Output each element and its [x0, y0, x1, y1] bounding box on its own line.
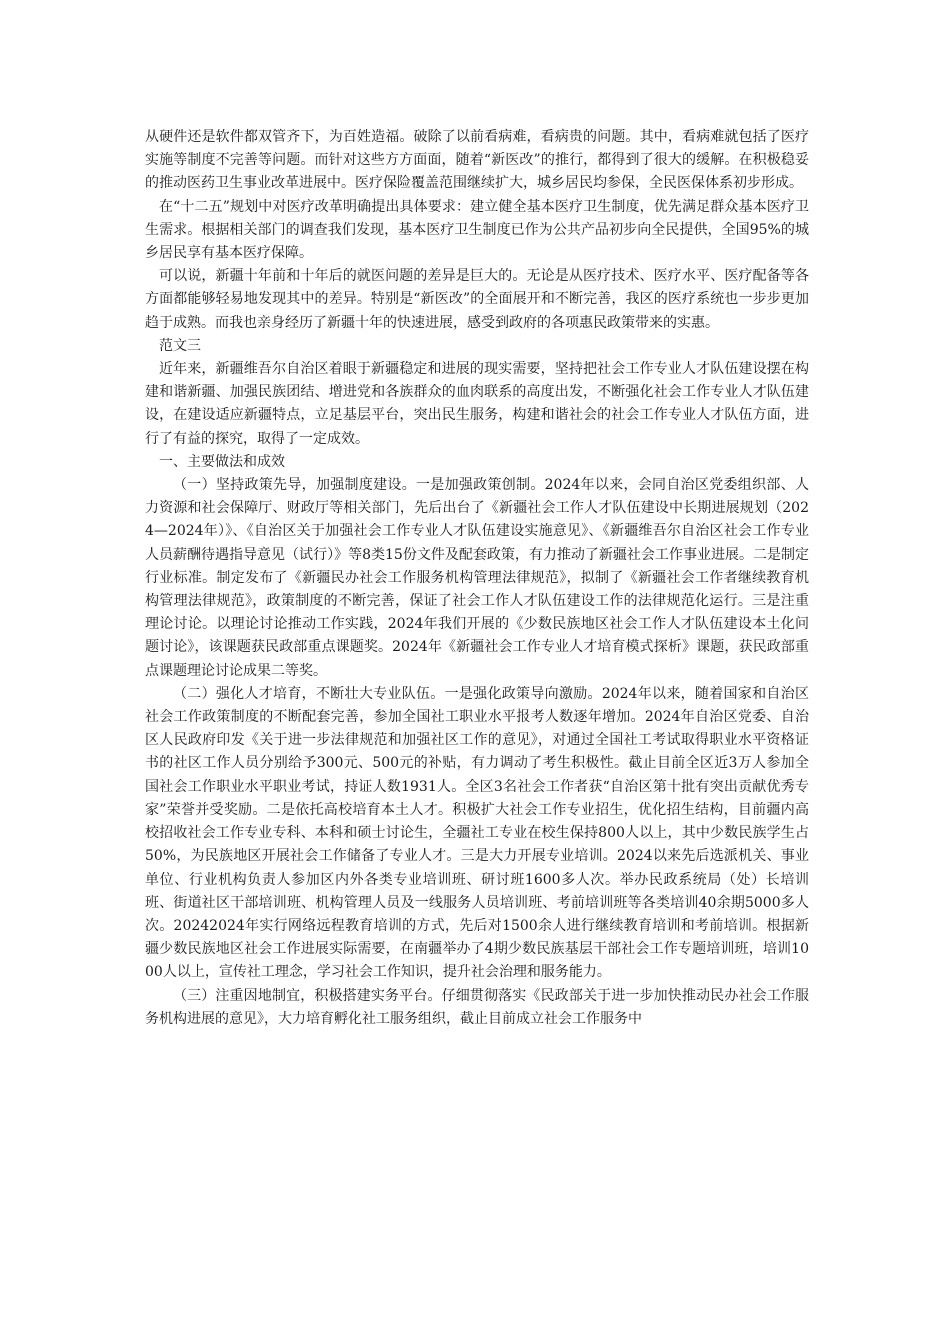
document-page — [145, 126, 809, 1031]
paragraph-policy-guidance: （一）坚持政策先导，加强制度建设。一是加强政策创制。2024年以来，会同自治区党委组织部、人力资源和社会保障厅、财政厅等相关部门，先后出台了《新疆社会工作人才队伍建设中长期进展规划（2024—2024年）》、《自治区关于加强社会工作专业人才队伍建设实施意见》、《新疆维吾尔自治区社会工作专业人员薪酬待遇指导意见（试行）》等8类15份文件及配套政策，有力推动了新疆社会工作事业进展。二是制定行业标准。制定发布了《新疆民办社会工作服务机构管理法律规范》，拟制了《新疆社会工作者继续教育机构管理法律规范》，政策制度的不断完善，保证了社会工作人才队伍建设工作的法律规范化运行。三是注重理论讨论。以理论讨论推动工作实践，2024年我们开展的《少数民族地区社会工作人才队伍建设本土化问题讨论》，该课题获民政部重点课题奖。2024年《新疆社会工作专业人才培育模式探析》课题，获民政部重点课题理论讨论成果二等奖。 — [145, 477, 809, 679]
paragraph-social-work-intro: 近年来，新疆维吾尔自治区着眼于新疆稳定和进展的现实需要，坚持把社会工作专业人才队伍建设摆在构建和谐新疆、加强民族团结、增进党和各族群众的血肉联系的高度出发，不断强化社会工作专业人才队伍建设，在建设适应新疆特点，立足基层平台，突出民生服务，构建和谐社会的社会工作专业人才队伍方面，进行了有益的探究，取得了一定成效。 — [145, 361, 809, 447]
heading-sample-essay-three: 范文三 — [159, 337, 201, 354]
paragraph-healthcare-reform: 从硬件还是软件都双管齐下，为百姓造福。破除了以前看病难，看病贵的问题。其中，看病难就包括了医疗实施等制度不完善等问题。而针对这些方方面面，随着“新医改”的推行，都得到了很大的缓解。在积极稳妥的推动医药卫生事业改革进展中。医疗保险覆盖范围继续扩大，城乡居民均参保，全民医保体系初步形成。 — [145, 129, 809, 192]
paragraph-talent-cultivation: （二）强化人才培育，不断壮大专业队伍。一是强化政策导向激励。2024年以来，随着国家和自治区社会工作政策制度的不断配套完善，参加全国社工职业水平报考人数逐年增加。2024年自治区党委、自治区人民政府印发《关于进一步法律规范和加强社区工作的意见》，对通过全国社工考试取得职业水平资格证书的社区工作人员分别给予300元、500元的补贴，有力调动了考生积极性。截止目前全区近3万人参加全国社会工作职业水平职业考试，持证人数1931人。全区3名社会工作者获“自治区第十批有突出贡献优秀专家”荣誉并受奖励。二是依托高校培育本土人才。积极扩大社会工作专业招生，优化招生结构，目前疆内高校招收社会工作专业专科、本科和硕士讨论生，全疆社工专业在校生保持800人以上，其中少数民族学生占50%，为民族地区开展社会工作储备了专业人才。三是大力开展专业培训。2024以来先后选派机关、事业单位、行业机构负责人参加区内外各类专业培训班、研讨班1600多人次。举办民政系统局（处）长培训班、街道社区干部培训班、机构管理人员及一线服务人员培训班、考前培训班等各类培训40余期5000多人次。20242024年实行网络远程教育培训的方式，先后对1500余人进行继续教育培训和考前培训。根据新疆少数民族地区社会工作进展实际需要，在南疆举办了4期少数民族基层干部社会工作专题培训班，培训1000人以上，宣传社工理念，学习社会工作知识，提升社会治理和服务能力。 — [145, 685, 809, 981]
heading-main-practices: 一、主要做法和成效 — [159, 453, 285, 470]
paragraph-practice-platform: （三）注重因地制宜，积极搭建实务平台。仔细贯彻落实《民政部关于进一步加快推动民办社会工作服务机构进展的意见》，大力培育孵化社工服务组织，截止目前成立社会工作服务中 — [145, 987, 809, 1027]
paragraph-ten-year-comparison: 可以说，新疆十年前和十年后的就医问题的差异是巨大的。无论是从医疗技术、医疗水平、医疗配备等各方面都能够轻易地发现其中的差异。特别是“新医改”的全面展开和不断完善，我区的医疗系统也一步步更加趋于成熟。而我也亲身经历了新疆十年的快速进展，感受到政府的各项惠民政策带来的实惠。 — [145, 268, 809, 331]
paragraph-twelfth-five-year-plan: 在“十二五”规划中对医疗改革明确提出具体要求：建立健全基本医疗卫生制度，优先满足群众基本医疗卫生需求。根据相关部门的调查我们发现，基本医疗卫生制度已作为公共产品初步向全民提供，全国95%的城乡居民享有基本医疗保障。 — [145, 198, 809, 262]
